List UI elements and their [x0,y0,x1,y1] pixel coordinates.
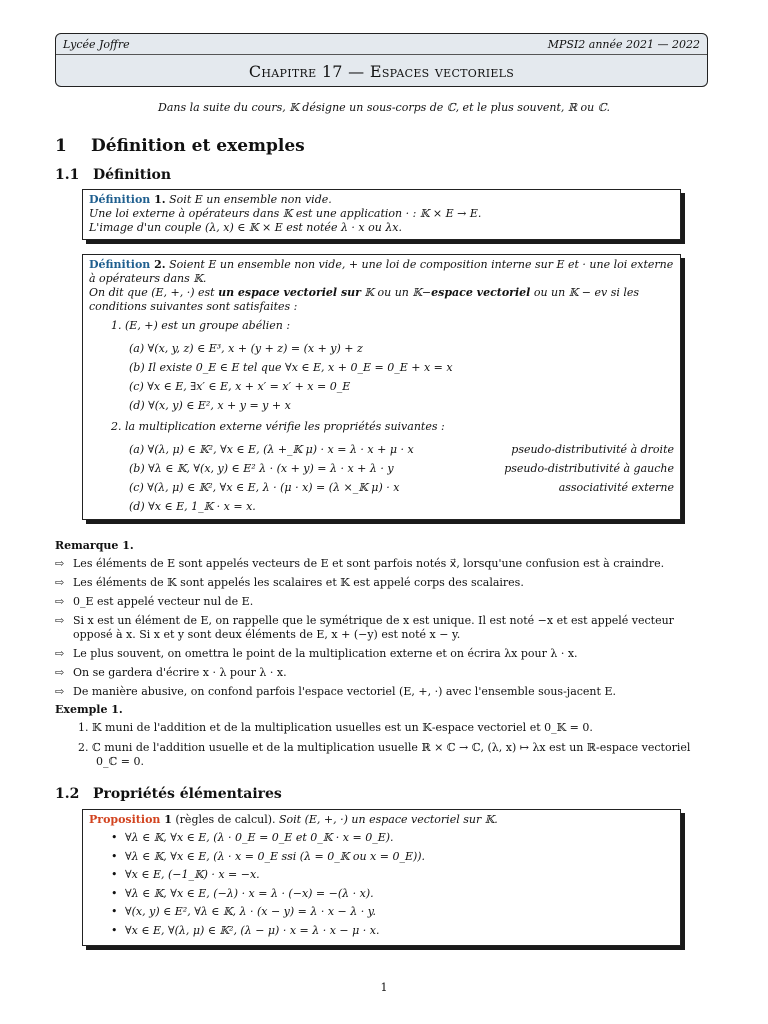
example-heading: Exemple 1. [55,703,123,716]
def2-line: à opérateurs dans 𝕂. [89,272,207,285]
group-axiom: (a) ∀(x, y, z) ∈ E³, x + (y + z) = (x + y) + z [129,342,363,355]
axiom-note: associativité externe [558,481,674,494]
remark-item-continuation: opposé à x. Si x et y sont deux éléments de E, x + (−y) est noté x − y. [73,628,461,641]
remark-item: ⇨ Le plus souvent, on omettra le point de la multiplication externe et on écrira λx pour λ · x. [55,647,578,660]
axiom-note: pseudo-distributivité à droite [511,443,674,456]
def2-line: On dit que (E, +, ·) est un espace vectoriel sur 𝕂 ou un 𝕂−espace vectoriel ou un 𝕂 − ev si les [89,286,640,299]
chapter-title: Chapitre 17 — Espaces vectoriels [248,62,515,81]
example-item: 1. 𝕂 muni de l'addition et de la multiplication usuelles est un 𝕂-espace vectoriel et 0_𝕂 = 0. [78,721,593,734]
def2-line: Définition 2. Soient E un ensemble non vide, + une loi de composition interne sur E et · une loi externe [89,258,674,271]
proposition-1-box [82,809,681,946]
prop1-bullet: • ∀λ ∈ 𝕂, ∀x ∈ E, (−λ) · x = λ · (−x) = −(λ · x). [111,886,374,900]
prop1-bullet: • ∀(x, y) ∈ E², ∀λ ∈ 𝕂, λ · (x − y) = λ · x − λ · y. [111,905,376,918]
definition-1-box [82,189,681,240]
remark-item: ⇨ 0_E est appelé vecteur nul de E. [55,595,254,608]
header-box [55,33,708,87]
def1-line: Une loi externe à opérateurs dans 𝕂 est une application · : 𝕂 × E → E. [89,207,482,220]
class-year: MPSI2 année 2021 — 2022 [547,38,700,51]
section-heading-1: 1 Définition et exemples [55,136,305,156]
remark-heading: Remarque 1. [55,539,134,552]
school-name: Lycée Joffre [63,38,130,51]
group-axiom: (d) ∀(x, y) ∈ E², x + y = y + x [129,399,291,412]
group-axiom: (c) ∀x ∈ E, ∃x′ ∈ E, x + x′ = x′ + x = 0_E [129,380,351,393]
vector-axiom: (c) ∀(λ, μ) ∈ 𝕂², ∀x ∈ E, λ · (μ · x) = (λ ×_𝕂 μ) · x associativité externe [129,478,674,497]
remark-item: ⇨ On se gardera d'écrire x · λ pour λ · x. [55,666,287,679]
remark-item: ⇨ Les éléments de E sont appelés vecteurs de E et sont parfois notés x⃗, lorsqu'une confusion est à craindre. [55,557,665,570]
def2-line: conditions suivantes sont satisfaites : [89,300,298,313]
prop1-bullet: • ∀λ ∈ 𝕂, ∀x ∈ E, (λ · x = 0_E ssi (λ = 0_𝕂 ou x = 0_E)). [111,849,426,863]
prop1-bullet: • ∀λ ∈ 𝕂, ∀x ∈ E, (λ · 0_E = 0_E et 0_𝕂 · x = 0_E). [111,831,394,844]
def1-line: L'image d'un couple (λ, x) ∈ 𝕂 × E est notée λ · x ou λx. [89,221,402,234]
definition-2-box [82,254,681,520]
prop1-bullet: • ∀x ∈ E, (−1_𝕂) · x = −x. [111,868,260,881]
example-item-continuation: 0_ℂ = 0. [96,755,144,768]
remark-item: ⇨ Si x est un élément de E, on rappelle que le symétrique de x est unique. Il est noté −x et est appelé vecteur [55,614,674,627]
remark-item: ⇨ De manière abusive, on confond parfois l'espace vectoriel (E, +, ·) avec l'ensemble sous-jacent E. [55,685,616,698]
group-axiom: (b) Il existe 0_E ∈ E tel que ∀x ∈ E, x + 0_E = 0_E + x = x [129,361,453,374]
def1-line: Définition 1. Soit E un ensemble non vide. [89,193,332,206]
vector-axiom: (a) ∀(λ, μ) ∈ 𝕂², ∀x ∈ E, (λ +_𝕂 μ) · x = λ · x + μ · x pseudo-distributivité à droite [129,440,674,459]
page-number: 1 [380,981,388,994]
prop1-heading: Proposition 1 (règles de calcul). Soit (E, +, ·) un espace vectoriel sur 𝕂. [89,813,498,826]
intro-text: Dans la suite du cours, 𝕂 désigne un sous-corps de ℂ, et le plus souvent, ℝ ou ℂ. [158,101,610,114]
subsection-heading-1-2: 1.2 Propriétés élémentaires [55,786,282,802]
def2-enum-1: 1. (E, +) est un groupe abélien : [111,319,291,332]
subsection-heading-1-1: 1.1 Définition [55,167,172,183]
example-item: 2. ℂ muni de l'addition usuelle et de la multiplication usuelle ℝ × ℂ → ℂ, (λ, x) ↦ λx est un ℝ-espace vectoriel [78,741,691,754]
header-divider [56,54,707,55]
vector-axiom: (d) ∀x ∈ E, 1_𝕂 · x = x. [129,500,256,513]
remark-item: ⇨ Les éléments de 𝕂 sont appelés les scalaires et 𝕂 est appelé corps des scalaires. [55,576,524,589]
prop1-bullet: • ∀x ∈ E, ∀(λ, μ) ∈ 𝕂², (λ − μ) · x = λ · x − μ · x. [111,923,380,937]
axiom-note: pseudo-distributivité à gauche [504,462,674,475]
vector-axiom: (b) ∀λ ∈ 𝕂, ∀(x, y) ∈ E² λ · (x + y) = λ · x + λ · y pseudo-distributivité à gauche [129,459,674,478]
def2-enum-2: 2. la multiplication externe vérifie les propriétés suivantes : [111,420,445,433]
